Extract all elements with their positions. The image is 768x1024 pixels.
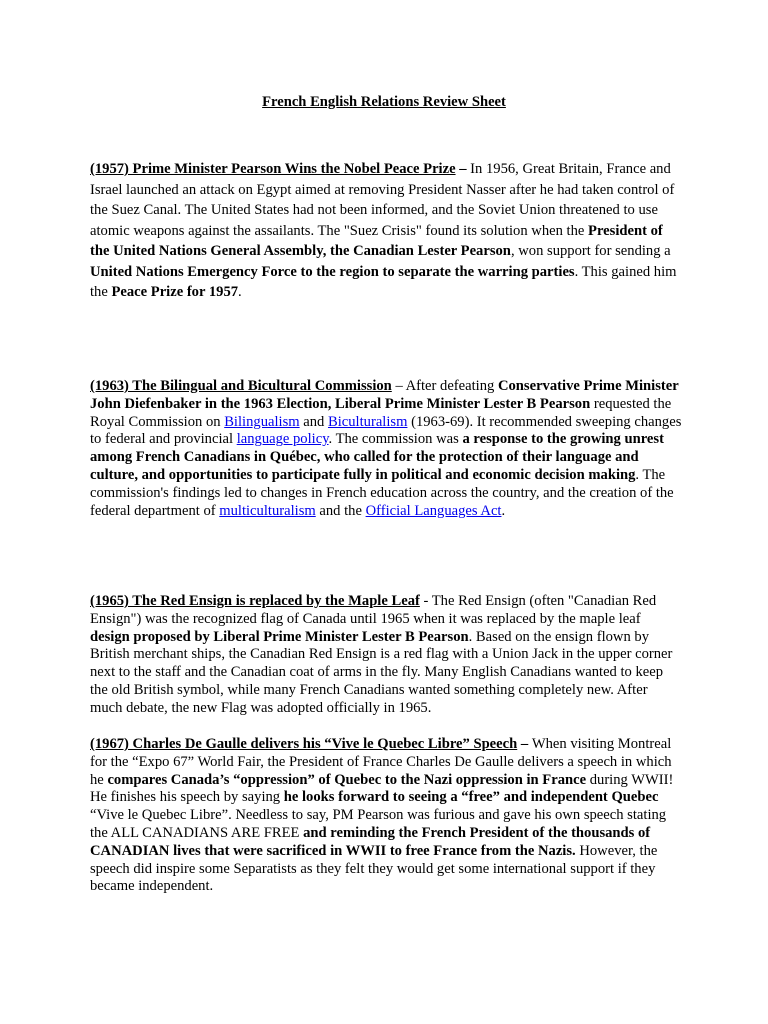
paragraph-1957-nobel-prize <box>90 159 682 303</box>
bold-text: he looks forward to seeing a “free” and independent Quebec <box>283 789 659 806</box>
heading-separator: – <box>455 161 471 177</box>
body-text: . Based on the ensign flown by British merchant ships, the Canadian Red Ensign is a red flag with a Union Jack in the upper corner next to the staff and the Canadian coat of arms in the fly. Many English Canadians wanted to keep the old British symbol, while many French Canadians wanted something completely new. After much debate, the new Flag was adopted officially in 1965. <box>90 628 673 716</box>
bilingualism-link[interactable]: Bilingualism <box>224 413 300 430</box>
body-text: “Vive le Quebec Libre”. Needless to say, PM Pearson was furious and gave his own speech stating the ALL CANADIANS ARE FREE <box>90 807 667 841</box>
paragraph-1965-flag <box>90 593 682 718</box>
bold-text: Peace Prize for 1957 <box>111 284 239 300</box>
heading-separator: – <box>517 736 532 752</box>
bold-text: United Nations Emergency Force to the region to separate the warring parties <box>90 263 575 280</box>
biculturalism-link[interactable]: Biculturalism <box>327 413 408 430</box>
body-text: (1963-69). It recommended sweeping changes to federal and provincial <box>90 413 682 448</box>
body-text: requested the Royal Commission on <box>90 395 672 430</box>
bold-text: a response to the growing unrest among French Canadians in Québec, who called for the protection of their language and culture, and opportunities to participate fully in political and economic decision making <box>90 431 664 483</box>
official-languages-act-link[interactable]: Official Languages Act <box>365 502 502 519</box>
bold-text: design proposed by Liberal Prime Minister Lester B Pearson <box>90 628 469 645</box>
body-text: . This gained him the <box>90 263 677 300</box>
paragraph-1967-de-gaulle <box>90 736 682 896</box>
page-title: French English Relations Review Sheet <box>262 94 506 110</box>
bold-text: Conservative Prime Minister John Diefenbaker in the 1963 Election, Liberal Prime Minister Lester B Pearson <box>90 378 679 412</box>
body-text: during WWII! He finishes his speech by saying <box>90 771 674 806</box>
language-policy-link[interactable]: language policy <box>236 431 329 448</box>
body-text: When visiting Montreal for the “Expo 67” World Fair, the President of France Charles De Gaulle delivers a speech in which he <box>90 736 672 788</box>
body-text: . <box>501 502 506 519</box>
section-heading: (1967) Charles De Gaulle delivers his “Vive le Quebec Libre” Speech <box>90 736 518 752</box>
bold-text: and reminding the French President of the thousands of CANADIAN lives that were sacrificed in WWII to free France from the Nazis. <box>90 824 651 859</box>
body-text: and <box>299 413 328 430</box>
body-text: . The commission was <box>328 431 463 448</box>
section-heading: (1963) The Bilingual and Bicultural Commission <box>90 378 392 394</box>
body-text: . <box>238 284 242 300</box>
body-text: – After defeating <box>391 378 498 394</box>
body-text: and the <box>315 502 366 519</box>
section-heading: (1957) Prime Minister Pearson Wins the Nobel Peace Prize <box>90 161 456 177</box>
section-heading: (1965) The Red Ensign is replaced by the Maple Leaf <box>90 593 420 609</box>
body-text: - The Red Ensign (often "Canadian Red Ensign") was the recognized flag of Canada until 1965 when it was replaced by the maple leaf <box>90 593 657 627</box>
body-text: However, the speech did inspire some Separatists as they felt they would get some international support if they became independent. <box>90 842 658 895</box>
body-text: . The commission's findings led to changes in French education across the country, and the creation of the federal department of <box>90 466 674 519</box>
body-text: In 1956, Great Britain, France and Israel launched an attack on Egypt aimed at removing President Nasser after he had taken control of the Suez Canal. The United States had not been informed, and the Soviet Union threatened to use atomic weapons against the assailants. The "Suez Crisis" found its solution when the <box>90 161 675 239</box>
paragraph-1963-commission <box>90 378 682 520</box>
bold-text: President of the United Nations General Assembly, the Canadian Lester Pearson <box>90 222 663 259</box>
multiculturalism-link[interactable]: multiculturalism <box>219 502 316 519</box>
body-text: , won support for sending a <box>510 243 671 259</box>
bold-text: compares Canada’s “oppression” of Quebec to the Nazi oppression in France <box>107 771 587 788</box>
